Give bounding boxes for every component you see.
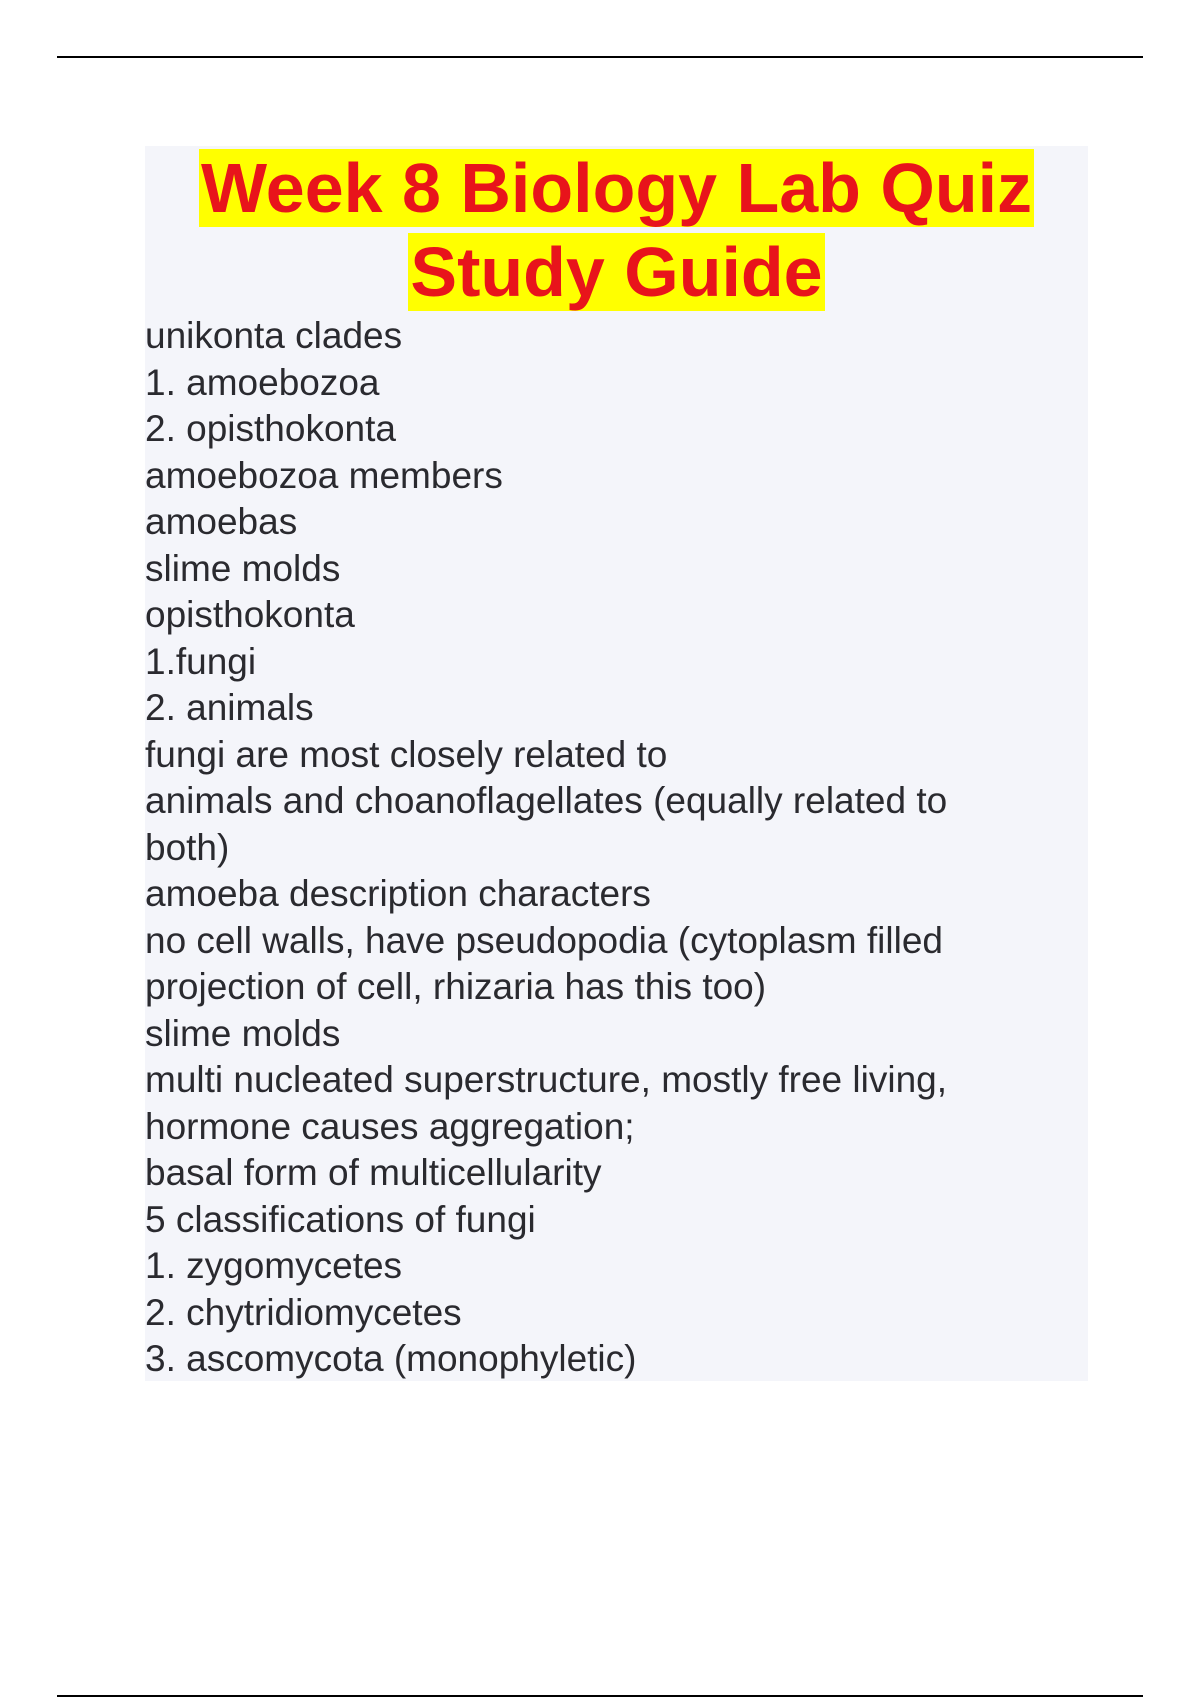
note-line: 2. animals [145,687,314,728]
note-line: 5 classifications of fungi [145,1198,536,1240]
note-line: slime molds [145,1012,341,1054]
note-line: no cell walls, have pseudopodia (cytoplasm filled [145,919,943,961]
note-line: hormone causes aggregation; [145,1105,635,1147]
note-line: 1. amoebozoa [145,361,380,403]
note-line: amoebas [145,501,298,542]
note-line: multi nucleated superstructure, mostly free living, [145,1059,948,1100]
study-notes [145,313,1045,1383]
document-title [145,146,1088,314]
note-line: 1. zygomycetes [145,1245,403,1286]
note-line: animals and choanoflagellates (equally related to [145,780,948,821]
note-line: projection of cell, rhizaria has this too) [145,966,767,1007]
note-line: slime molds [145,547,341,589]
title-line-1: Week 8 Biology Lab Quiz [200,149,1033,227]
note-line: 1.fungi [145,640,257,682]
bottom-rule [57,1695,1143,1697]
note-line: opisthokonta [145,594,355,635]
title-line-2: Study Guide [410,233,823,311]
note-line: fungi are most closely related to [145,733,668,775]
note-line: unikonta clades [145,315,403,356]
note-line: basal form of multicellularity [145,1152,602,1193]
top-rule [57,56,1143,58]
note-line: both) [145,826,230,868]
note-line: amoebozoa members [145,454,503,496]
note-line: 3. ascomycota (monophyletic) [145,1338,637,1379]
note-line: amoeba description characters [145,873,651,914]
note-line: 2. opisthokonta [145,408,396,449]
note-line: 2. chytridiomycetes [145,1291,462,1333]
